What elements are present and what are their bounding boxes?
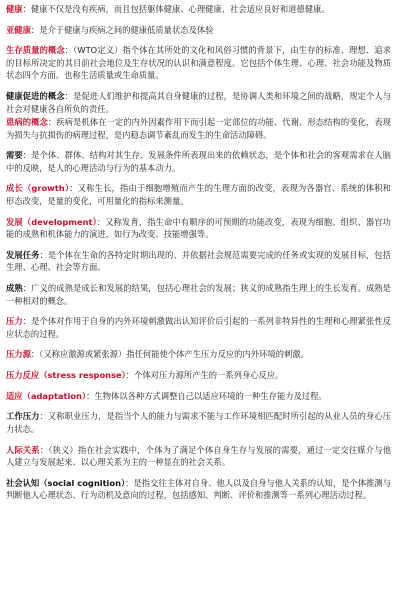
definition-illness: ：疾病是机体在一定的内外因素作用下而引起一定部位的功能、代谢、形态结构的变化，表现为损失与抗损伤的病理过程，是内稳态调节紊乱而发生的生命活动障碍。: [6, 117, 391, 140]
term-work-stress: 工作压力: [6, 411, 40, 422]
definition-social-cognition: ：是指交往主体对自身、他人以及自身与他人关系的认知，是个体推测与判断他人心理状态、行为动机及意向的过程，包括感知、判断、评价和推测等一系列心理活动过程。: [6, 477, 391, 501]
entry-sub-health: [6, 24, 391, 37]
entry-health-promotion: [6, 90, 391, 115]
entry-maturity: [6, 282, 391, 307]
term-stressor: 压力源: [6, 349, 31, 360]
entry-stress-response: [6, 369, 391, 382]
entry-developmental-task: [6, 249, 391, 274]
definition-sub-health: ：是介于健康与疾病之间的健康低质量状态及体验: [30, 24, 214, 35]
term-sub-health: 亚健康: [6, 24, 31, 35]
term-illness: 患病的概念: [6, 117, 48, 128]
entry-adaptation: [6, 390, 391, 403]
term-stress-response: 压力反应（stress response）: [6, 370, 126, 381]
definition-work-stress: ：又称职业压力，是指当个人的能力与需求不能与工作环境相匹配时所引起的从业人员的身心压力状态。: [6, 411, 391, 434]
term-development: 发展（development）: [6, 216, 97, 227]
definition-stress-response: ：个体对压力源所产生的一系列身心反应。: [125, 370, 284, 381]
definition-interpersonal-relationship: ：（狭义）指在社会实践中，个体为了满足个体自身生存与发展的需要，通过一定交往媒介与他人建立与发展起来、以心理关系为主的一种显在的社会关系。: [6, 444, 391, 468]
term-stress: 压力: [6, 316, 23, 327]
entry-needs: [6, 149, 391, 174]
term-social-cognition: 社会认知（social cognition）: [6, 477, 126, 488]
definition-quality-of-life: ：（WTO定义）指个体在其所处的文化和风俗习惯的背景下，由生存的标准、理想、追求的目标所决定的其目前社会地位及生存状况的认识和满意程度。它包括个体生理、心理、社会功能及物质状态四个方面。也称生活质量或生命质量。: [6, 45, 391, 81]
term-health-promotion: 健康促进的概念: [6, 91, 65, 102]
term-maturity: 成熟: [6, 283, 23, 293]
entry-growth: [6, 182, 391, 207]
entry-social-cognition: [6, 477, 391, 502]
entry-stress: [6, 315, 391, 340]
entry-interpersonal-relationship: [6, 444, 391, 469]
definition-growth: ：又称生长，指由于细胞增殖而产生的生理方面的改变，表现为各器官、系统的体积和形态改变，是量的变化，可用量化的指标来测量。: [6, 183, 391, 206]
entry-health: [6, 3, 391, 16]
entry-illness: [6, 116, 391, 141]
term-developmental-task: 发展任务: [6, 249, 40, 260]
term-health: 健康: [6, 4, 23, 14]
entry-quality-of-life: [6, 44, 391, 82]
definition-maturity: ：广义的成熟是成长和发展的结果，包括心理社会的发展；狭义的成熟指生理上的生长发育。成熟是一种相对的概念。: [6, 283, 391, 306]
term-growth: 成长（growth）: [6, 183, 70, 194]
term-needs: 需要: [6, 150, 23, 161]
definition-developmental-task: ：是个体在生命的各特定时期出现的、并依据社会规范需要完成的任务或实现的发展目标，包括生理、心理、社会等方面。: [6, 249, 391, 273]
entry-development: [6, 216, 391, 241]
definition-adaptation: ：生物体以各种方式调整自己以适应环境的一种生存能力及过程。: [86, 390, 327, 401]
term-adaptation: 适应（adaptation）: [6, 390, 87, 401]
entry-stressor: [6, 348, 391, 361]
definition-stressor: ：（又称应激源或紧张源）指任何能使个体产生压力反应的内外环境的刺激。: [30, 349, 309, 360]
term-quality-of-life: 生存质量的概念: [6, 45, 65, 56]
definition-needs: ：是个体、群体、结构对其生存、发展条件所表现出来的依赖状态，是个体和社会的客观需求在人脑中的反映，是人的心理活动与行为的基本动力。: [6, 150, 391, 173]
entry-work-stress: [6, 410, 391, 435]
definition-development: ：又称发育，指生命中有顺序的可预期的功能改变，表现为细胞、组织、器官功能的成熟和机体能力的演进，如行为改变、技能增强等。: [6, 216, 391, 240]
term-interpersonal-relationship: 人际关系: [6, 444, 40, 455]
definition-health: ：健康不仅是没有疾病，而且包括躯体健康、心理健康、社会适应良好和道德健康。: [22, 4, 330, 14]
definition-stress: ：是个体对作用于自身的内外环境刺激做出认知评价后引起的一系列非特异性的生理和心理紧张性反应状态的过程。: [6, 316, 391, 339]
definition-health-promotion: ：是促进人们维护和提高其自身健康的过程，是协调人类和环境之间的战略，规定个人与社会对健康各自所负的责任。: [6, 91, 391, 114]
